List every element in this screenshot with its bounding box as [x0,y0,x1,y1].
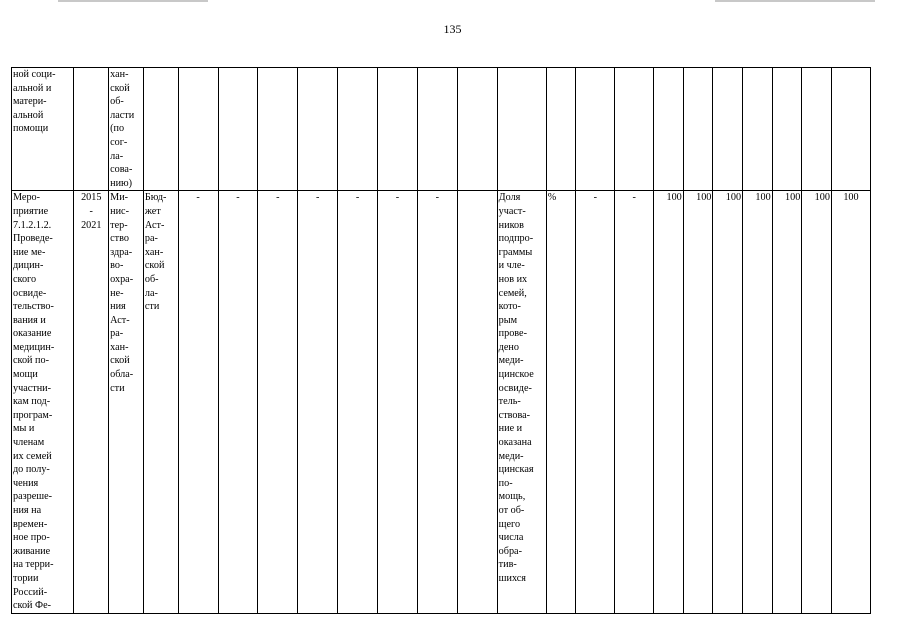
base-value-cell: - [615,191,654,613]
table-cell [576,68,615,191]
target-value-cell: 100 [831,191,870,613]
page-number: 135 [443,22,462,36]
funding-cell: - [417,191,457,613]
table-cell [178,68,218,191]
table-cell [74,68,109,191]
table-row [12,68,871,191]
table-cell [417,68,457,191]
target-value-cell: 100 [772,191,802,613]
table-cell [218,68,258,191]
table-cell [713,68,743,191]
funding-cell: - [298,191,338,613]
table-cell [743,68,773,191]
table-cell [654,68,684,191]
scan-artifact [58,0,208,2]
table-cell [683,68,713,191]
target-value-cell: 100 [713,191,743,613]
indicator-cell: Доля участ- ников подпро- граммы и чле- нов их семей, кото- рым прове- дено меди- цинское освиде- тель- ствова- ние и оказана меди- цинская по- мощь, от об- щего числа обра- тив- шихся [497,191,546,613]
table-cell [615,68,654,191]
target-value-cell: 100 [683,191,713,613]
funding-cell: - [178,191,218,613]
table-cell [457,191,497,613]
table-cell [378,68,418,191]
activity-cell: Меро- приятие 7.1.2.1.2. Проведе- ние ме- дицин- ского освиде- тельство- вания и оказание медицин- ской по- мощи участни- кам под- програм- мы и членам их семей до полу- чения разреше- ния на времен- ное про- живание на терри- тории Россий- ской Фе- [12,191,74,613]
funding-cell: - [258,191,298,613]
program-activities-table [11,67,871,614]
table-cell [831,68,870,191]
table-row [12,191,871,613]
unit-cell: % [546,191,576,613]
table-cell [298,68,338,191]
base-value-cell: - [576,191,615,613]
table-cell [546,68,576,191]
executor-cell: Ми- нис- тер- ство здра- во- охра- не- ния Аст- ра- хан- ской обла- сти [109,191,144,613]
table-cell [497,68,546,191]
target-value-cell: 100 [654,191,684,613]
table-cell [258,68,298,191]
scan-artifact [715,0,875,2]
years-cell: 2015 - 2021 [74,191,109,613]
table-cell [338,68,378,191]
table-cell [457,68,497,191]
funding-cell: - [338,191,378,613]
target-value-cell: 100 [743,191,773,613]
funding-cell: - [218,191,258,613]
table-cell [143,68,178,191]
table-cell [772,68,802,191]
funding-source-cell: Бюд- жет Аст- ра- хан- ской об- ла- сти [143,191,178,613]
table-cell [802,68,832,191]
table-cell: хан- ской об- ласти (по сог- ла- сова- нию) [109,68,144,191]
funding-cell: - [378,191,418,613]
table-cell: ной соци- альной и матери- альной помощи [12,68,74,191]
target-value-cell: 100 [802,191,832,613]
